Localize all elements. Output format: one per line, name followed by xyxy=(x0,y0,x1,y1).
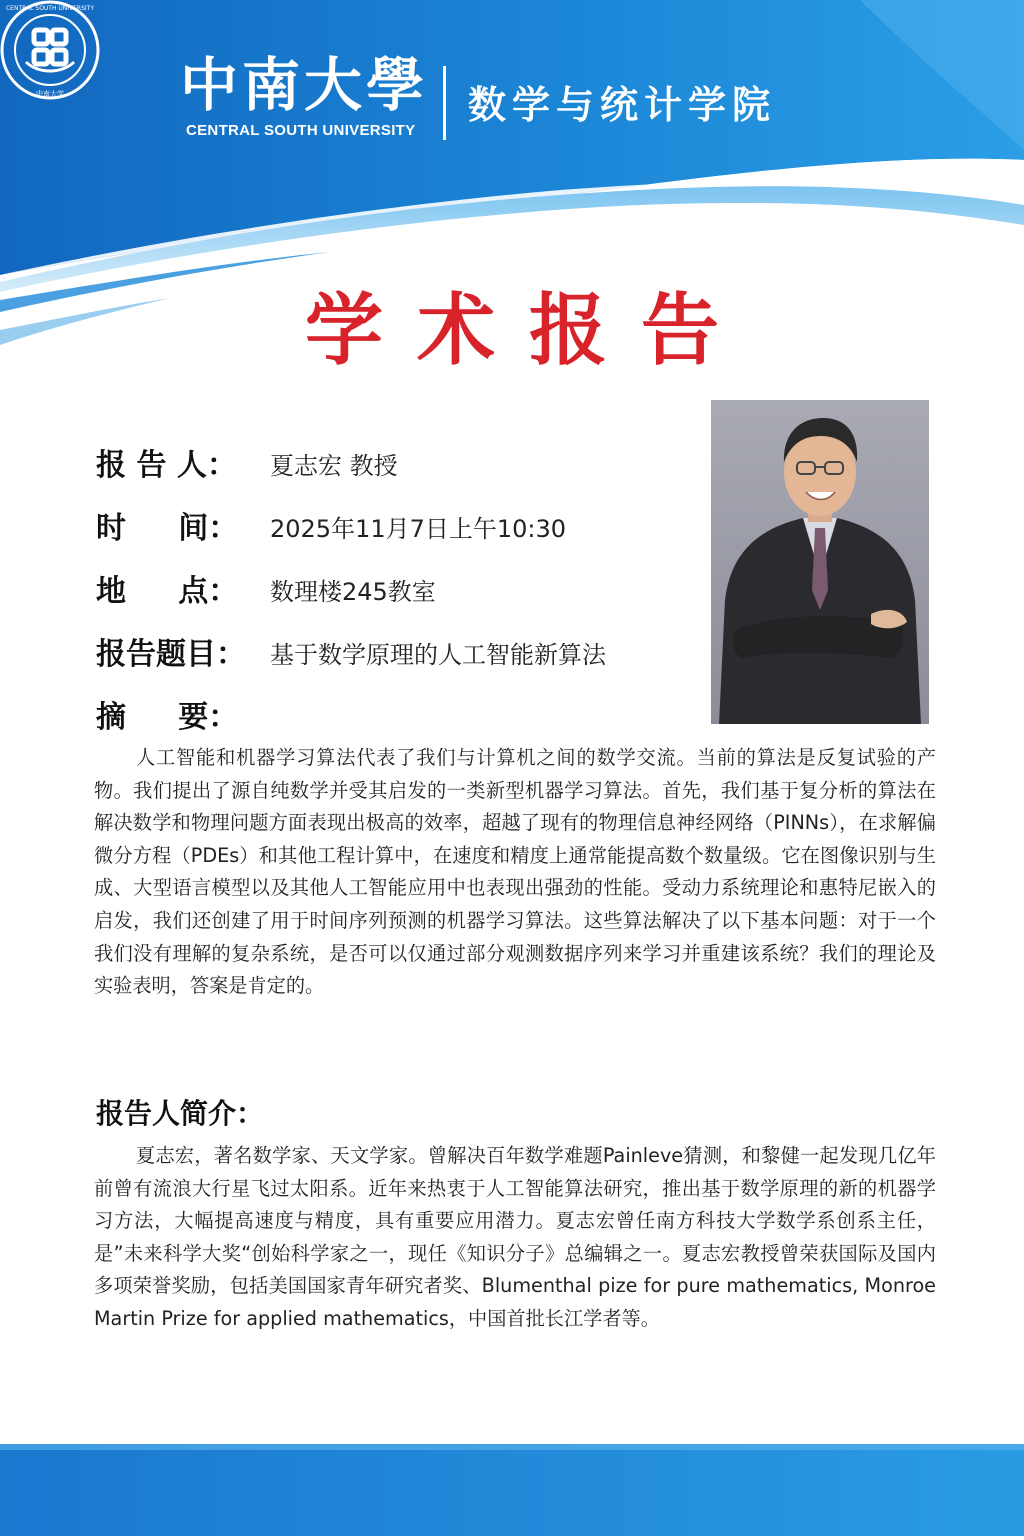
place-label: 地 点： xyxy=(96,574,239,609)
topic-value: 基于数学原理的人工智能新算法 xyxy=(270,641,606,669)
time-label: 时 间： xyxy=(96,511,239,546)
page-title: 学术报告 xyxy=(304,286,753,376)
header-divider xyxy=(443,66,446,140)
abstract-text: 人工智能和机器学习算法代表了我们与计算机之间的数学交流。当前的算法是反复试验的产物。我们提出了源自纯数学并受其启发的一类新型机器学习算法。首先，我们基于复分析的算法在解决数学和物理问题方面表现出极高的效率，超越了现有的物理信息神经网络（PINNs），在求解偏微分方程（PDEs）和其他工程计算中，在速度和精度上通常能提高数个数量级。它在图像识别与生成、大型语言模型以及其他人工智能应用中也表现出强劲的性能。受动力系统理论和惠特尼嵌入的启发，我们还创建了用于时间序列预测的机器学习算法。这些算法解决了以下基本问题：对于一个我们没有理解的复杂系统，是否可以仅通过部分观测数据序列来学习并重建该系统？我们的理论及实验表明，答案是肯定的。 xyxy=(94,746,936,998)
school-name: 数学与统计学院 xyxy=(468,82,777,127)
university-name-cn: 中南大學 xyxy=(180,51,429,119)
speaker-photo xyxy=(711,400,929,724)
speaker-value: 夏志宏 教授 xyxy=(270,452,398,480)
bio-heading: 报告人简介： xyxy=(96,1097,265,1130)
speaker-label: 报 告 人： xyxy=(96,448,237,483)
bio-text: 夏志宏，著名数学家、天文学家。曾解决百年数学难题Painleve猜测，和黎健一起发现几亿年前曾有流浪大行星飞过太阳系。近年来热衷于人工智能算法研究，推出基于数学原理的新的机器学习方法，大幅提高速度与精度，具有重要应用潜力。夏志宏曾任南方科技大学数学系创系主任，是”未来科学大奖“创始科学家之一，现任《知识分子》总编辑之一。夏志宏教授曾荣获国际及国内多项荣誉奖励，包括美国国家青年研究者奖、Blumenthal pize for pure mathematics, Monroe Martin Prize for applied mathematics，中国首批长江学者等。 xyxy=(94,1144,936,1330)
speaker-portrait xyxy=(711,400,929,724)
abstract-label: 摘 要： xyxy=(96,700,239,735)
logo-ring-text: CENTRAL SOUTH UNIVERSITY xyxy=(5,5,95,12)
place-value: 数理楼245教室 xyxy=(270,578,436,606)
topic-label: 报告题目： xyxy=(96,637,246,672)
logo-bottom-text: 中南大学 xyxy=(36,90,64,98)
footer-banner xyxy=(0,1444,1024,1536)
university-name-en: CENTRAL SOUTH UNIVERSITY xyxy=(186,122,416,139)
footer-background xyxy=(0,1444,1024,1536)
time-value: 2025年11月7日上午10:30 xyxy=(270,515,567,543)
university-logo xyxy=(0,0,100,100)
